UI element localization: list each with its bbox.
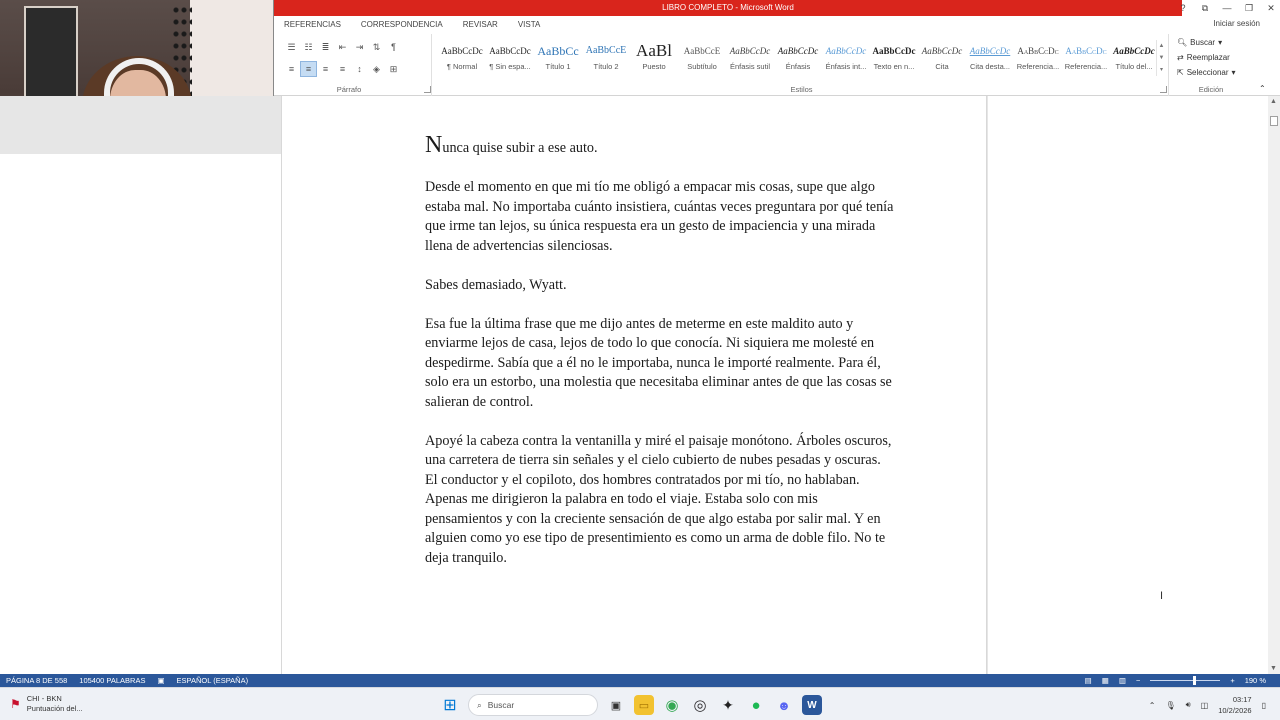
minimize-button[interactable]: — [1222,3,1232,13]
drop-cap: N [425,132,443,158]
zoom-level[interactable]: 190 % [1244,676,1266,685]
proofing-icon[interactable]: ▣ [157,676,165,685]
zoom-slider[interactable] [1150,680,1220,681]
app-icon[interactable]: ✦ [722,696,734,713]
style-name: Referencia... [1064,62,1108,71]
discord-icon[interactable]: ☻ [777,697,791,713]
paragraph[interactable]: Apoyé la cabeza contra la ventanilla y miré el paisaje monótono. Árboles oscuros, una carretera de tierra sin señales y el cielo cubierto de nubes pesadas y oscuras. El conductor y el copiloto, dos hombres contratados por mi tío, no hablaban. Apenas me dirigieron la palabra en todo el viaje. Estaba solo con mis pensamientos y con la creciente sensación de que algo estaba por salir mal. Y en alguien como yo ese tipo de presentimiento es como un arma de doble filo. No te deja tranquilo. [425,432,892,566]
style-preview: AaBl [636,41,672,60]
style-preview: AaBbCcDc [441,46,483,56]
style-preview: AaBbCcDc [777,46,819,56]
style-name: Énfasis [785,62,811,71]
chevron-down-icon: ▾ [1218,38,1223,47]
style-preview: AaBbCcDc [825,46,867,56]
sort-icon[interactable]: ⇅ [372,42,381,52]
widget-line-1: CHI - BKN [26,694,62,703]
taskbar [0,687,1280,720]
numbering-icon[interactable]: ☷ [304,42,313,52]
restore-button[interactable]: ❐ [1244,2,1254,13]
style-name: Énfasis sutil [729,62,771,71]
task-view-icon[interactable]: ▣ [610,699,622,712]
styles-gallery [438,40,1158,76]
style-item[interactable] [774,40,822,76]
style-preview: AaBbCc [537,44,579,58]
editing-group [1171,34,1271,96]
style-name: ¶ Sin espa... [489,62,531,71]
widget-line-2: Puntuación del... [26,704,83,713]
style-name: Cita [935,62,949,71]
select-label: Seleccionar [1186,68,1229,77]
taskbar-widget[interactable] [10,694,83,714]
style-name: Título 1 [545,62,571,71]
styles-launcher-icon[interactable] [1160,86,1167,93]
tab-revisar[interactable]: REVISAR [462,20,498,29]
scroll-thumb[interactable] [1270,116,1278,126]
first-line-text: unca quise subir a ese auto. [442,140,598,156]
volume-icon[interactable]: 🔊︎ [1185,700,1191,709]
align-left-icon[interactable]: ≡ [288,64,295,74]
chrome-icon[interactable]: ◉ [665,697,679,714]
wall-poster [24,6,78,106]
find-button[interactable] [1177,38,1222,47]
close-button[interactable]: ✕ [1267,2,1275,13]
scroll-down-icon[interactable]: ▼ [1270,665,1277,672]
tab-vista[interactable]: VISTA [517,20,541,29]
borders-icon[interactable]: ⊞ [389,64,398,74]
page-count[interactable]: PÁGINA 8 DE 558 [6,676,68,685]
style-preview: AaBbCcDc [1065,46,1107,56]
paragraph-group-label: Párrafo [336,85,362,94]
align-right-icon[interactable]: ≡ [322,64,329,74]
team-logo-icon: ⚑ [10,697,21,711]
system-tray [1149,692,1266,718]
styles-group-label: Estilos [790,85,813,94]
obs-icon[interactable]: ◎ [693,697,707,714]
editing-group-label: Edición [1198,85,1224,94]
document-area [0,96,1268,674]
style-preview: AaBbCcE [585,45,627,56]
collapse-ribbon-icon[interactable]: ⌃ [1259,84,1266,93]
ribbon [274,34,1280,96]
style-name: Cita desta... [969,62,1011,71]
style-preview: AaBbCcDc [489,46,531,56]
bullets-icon[interactable]: ☰ [287,42,296,52]
document-page[interactable] [281,96,987,674]
pilcrow-icon[interactable]: ¶ [391,42,396,52]
word-count[interactable]: 105400 PALABRAS [79,676,146,685]
style-item[interactable] [726,40,774,76]
word-icon[interactable]: W [802,695,822,715]
style-item[interactable] [1062,40,1110,76]
notifications-icon[interactable]: ▯ [1261,700,1266,710]
magnifier-icon: 🔍︎ [1177,38,1188,47]
language-indicator[interactable]: ESPAÑOL (ESPAÑA) [176,676,249,685]
cursor-icon: ⇱ [1177,68,1184,77]
taskbar-search[interactable] [468,694,598,716]
increase-indent-icon[interactable]: ⇥ [355,42,364,52]
style-preview: AaBbCcDc [1017,46,1059,56]
style-name: Título 2 [593,62,619,71]
style-item[interactable] [1014,40,1062,76]
clock[interactable] [1218,694,1251,716]
select-button[interactable] [1177,68,1236,77]
paragraph[interactable]: Desde el momento en que mi tío me obligó a empacar mis cosas, supe que algo estaba mal. No importaba cuánto insistiera, cuántas veces preguntara por qué tenía que irme tan lejos, su única respuesta era un gesto de impaciencia y una mirada llena de advertencias silenciosas. [425,179,894,254]
help-button[interactable]: ? [1180,3,1186,13]
paragraph-launcher-icon[interactable] [424,86,431,93]
taskbar-apps [440,693,822,717]
replace-button[interactable] [1177,53,1230,62]
justify-icon[interactable]: ≡ [339,64,346,74]
clock-time: 03:17 [1232,695,1252,704]
style-preview: AaBbCcDc [1113,46,1155,56]
print-layout-icon[interactable]: ▦ [1101,676,1109,685]
web-layout-icon[interactable]: ▥ [1118,676,1126,685]
line-spacing-icon[interactable]: ↕ [357,64,362,74]
replace-icon: ⇄ [1177,53,1184,62]
read-mode-icon[interactable]: ▤ [1084,676,1092,685]
style-name: Énfasis int... [825,62,867,71]
text-cursor-icon: I [1160,590,1164,602]
align-center-icon[interactable]: ≡ [301,62,316,76]
first-paragraph[interactable] [425,132,895,159]
zoom-in-icon[interactable]: + [1230,676,1235,685]
window-title: LIBRO COMPLETO - Microsoft Word [662,3,794,12]
styles-gallery-scroll[interactable]: ▲ ▼ ▾ [1156,40,1166,76]
style-preview: AaBbCcE [683,46,721,56]
multilevel-list-icon[interactable]: ≣ [321,42,330,52]
style-item[interactable] [630,40,678,76]
network-icon[interactable]: ◫ [1200,700,1209,710]
style-item[interactable] [486,40,534,76]
document-body[interactable] [425,132,895,588]
decrease-indent-icon[interactable]: ⇤ [338,42,347,52]
style-item[interactable] [438,40,486,76]
ribbon-display-button[interactable]: ⧉ [1201,2,1209,13]
style-item[interactable] [918,40,966,76]
replace-label: Reemplazar [1186,53,1230,62]
tab-referencias[interactable]: REFERENCIAS [284,20,341,29]
style-item[interactable] [966,40,1014,76]
style-name: Referencia... [1016,62,1060,71]
style-name: Puesto [642,62,666,71]
shading-icon[interactable]: ◈ [373,64,380,74]
status-right-controls [1085,674,1266,687]
paragraph[interactable]: Esa fue la última frase que me dijo antes de meterme en este maldito auto y enviarme lejos de casa, lejos de todo lo que conocía. Ni siquiera me molesté en despedirme. Sabía que a él no le importaba, nunca le importé realmente. Para él, solo era un estorbo, una molestia que necesitaba eliminar antes de que las cosas se salieran de control. [425,315,892,410]
style-preview: AaBbCcDc [872,46,916,56]
zoom-slider-knob[interactable] [1193,676,1196,685]
vertical-scrollbar[interactable] [1268,96,1280,674]
style-item[interactable] [582,40,630,76]
window-controls [1178,0,1276,16]
style-preview: AaBbCcDc [729,46,771,56]
zoom-out-icon[interactable]: − [1135,676,1141,685]
paragraph-group [274,34,432,96]
style-item[interactable] [534,40,582,76]
style-name: Subtítulo [687,62,717,71]
style-preview: AaBbCcDc [969,46,1011,56]
style-name: Título del... [1115,62,1153,71]
style-name: ¶ Normal [446,62,478,71]
microphone-icon[interactable]: 🎙︎ [1165,700,1176,710]
style-item[interactable] [678,40,726,76]
tab-correspondencia[interactable]: CORRESPONDENCIA [360,20,443,29]
search-placeholder: Buscar [487,700,515,710]
style-name: Texto en n... [873,62,915,71]
file-explorer-icon[interactable]: ▭ [634,695,654,715]
style-item[interactable] [870,40,918,76]
style-item[interactable] [1110,40,1158,76]
tray-overflow-icon[interactable]: ⌃ [1148,700,1156,710]
status-bar [0,674,1280,687]
scroll-up-icon[interactable]: ▲ [1270,98,1277,105]
styles-group [434,34,1169,96]
search-icon: ⌕ [477,699,482,710]
paragraph[interactable]: Sabes demasiado, Wyatt. [425,276,567,293]
ribbon-tabs [274,16,1280,34]
style-preview: AaBbCcDc [921,46,963,56]
spotify-icon[interactable]: ● [751,696,761,714]
windows-start-icon[interactable]: ⊞ [443,697,457,714]
chevron-down-icon: ▾ [1231,68,1236,77]
sign-in-link[interactable]: Iniciar sesión [1213,19,1260,28]
clock-date: 10/2/2026 [1218,706,1252,715]
style-item[interactable] [822,40,870,76]
find-label: Buscar [1190,38,1216,47]
